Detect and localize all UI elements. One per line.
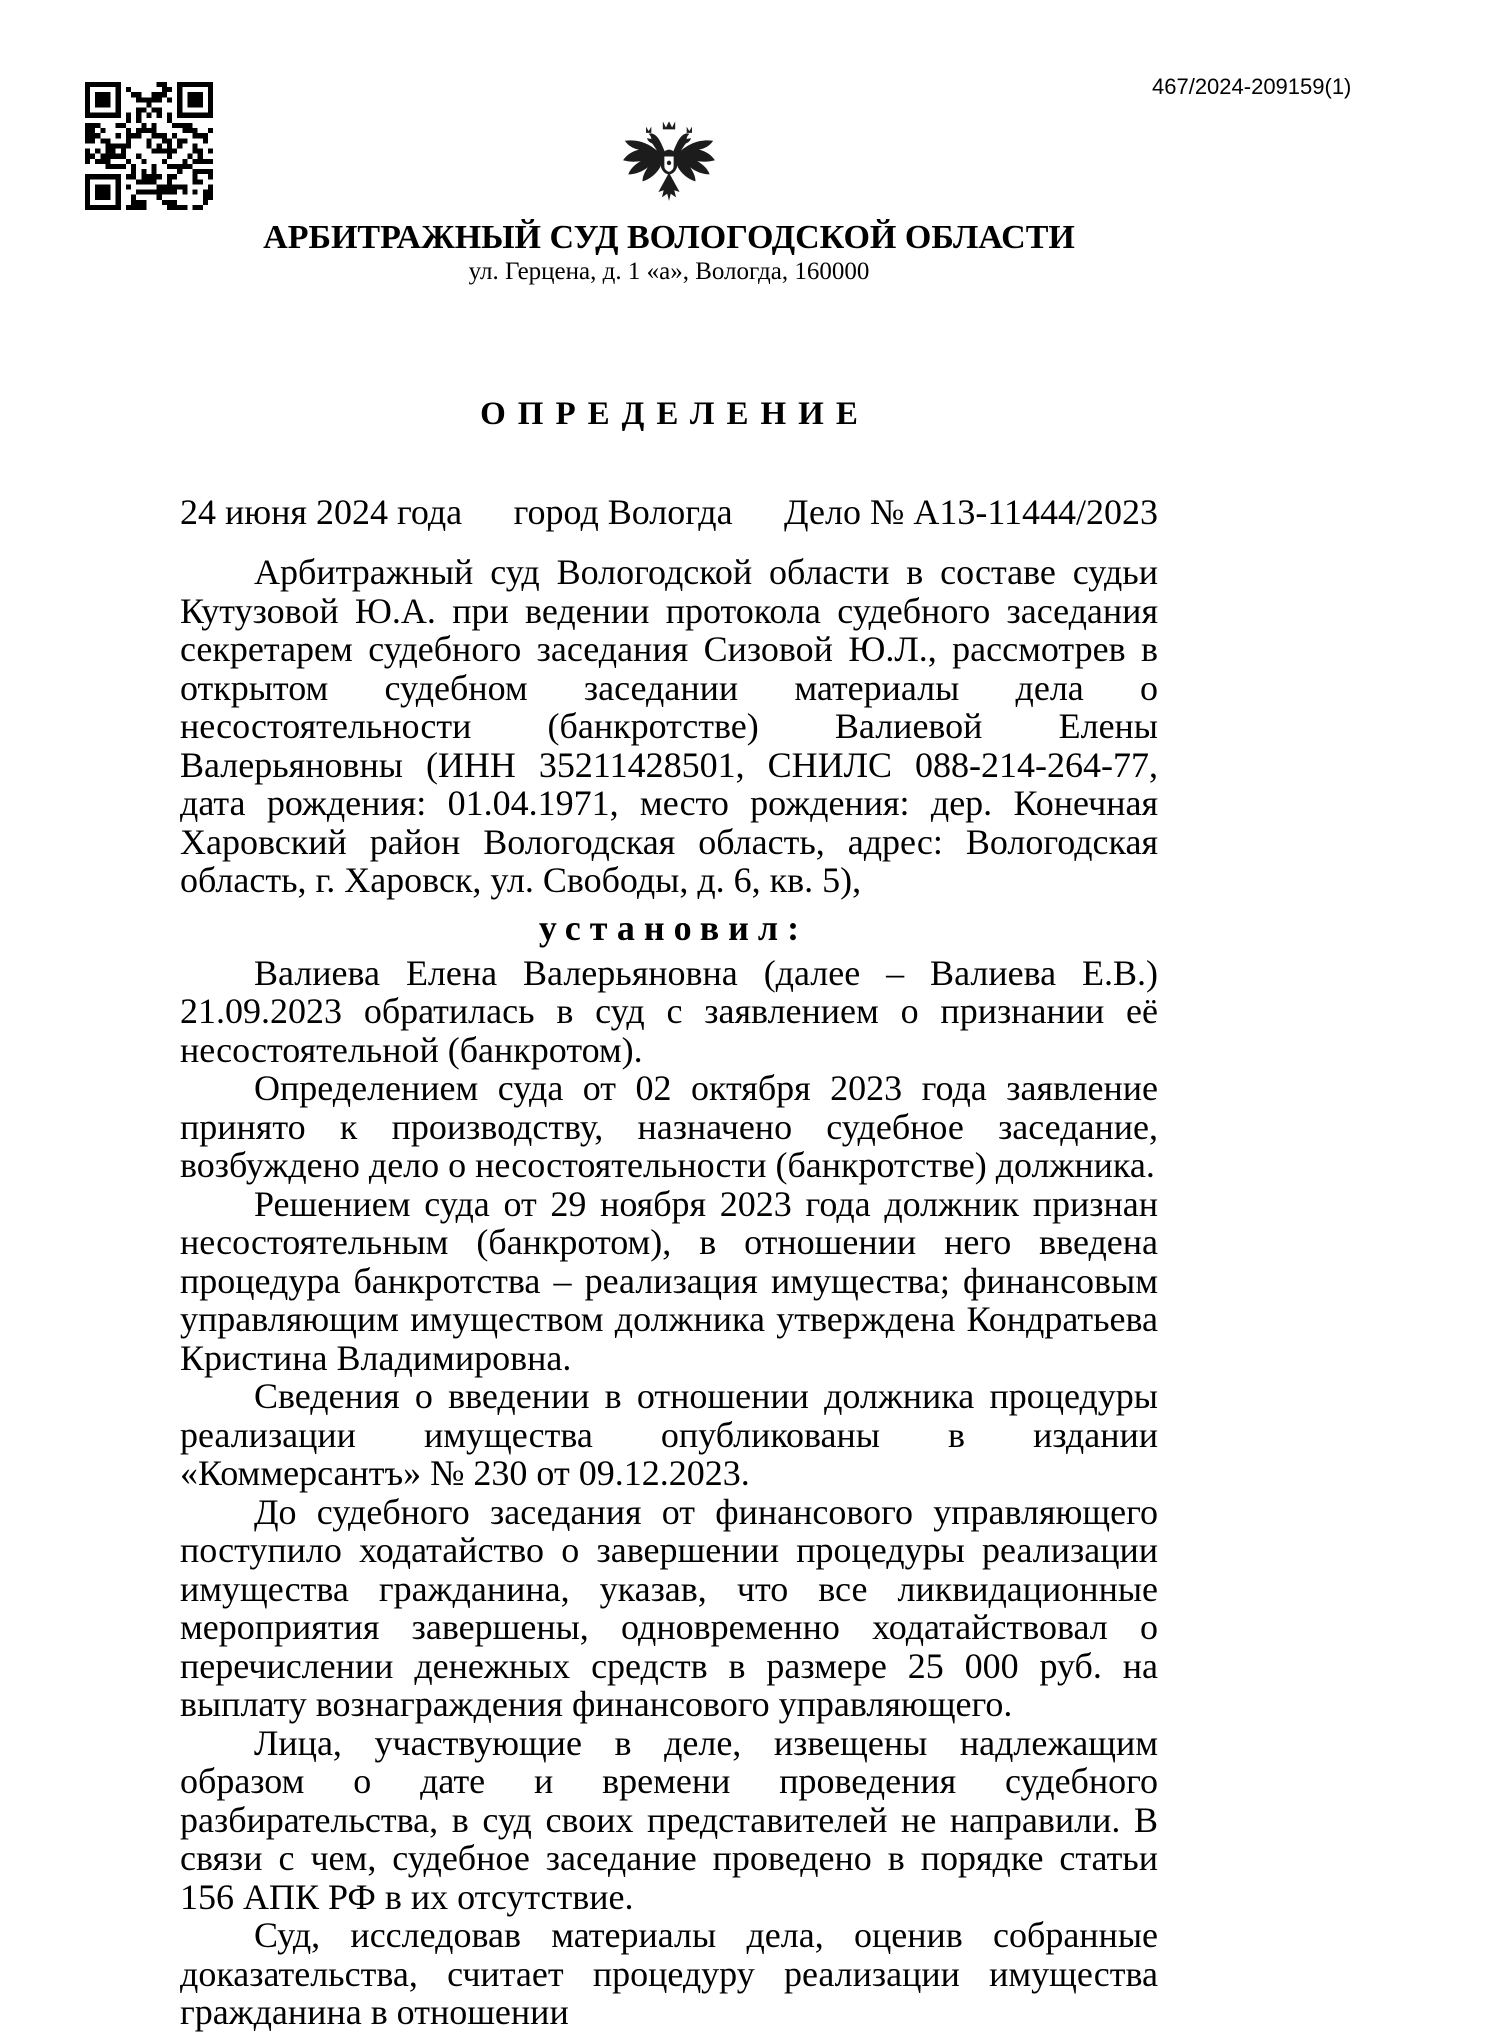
document-number: 467/2024-209159(1) — [1152, 74, 1352, 99]
case-header-row — [180, 493, 1158, 531]
ruling-date: 24 июня 2024 года — [180, 492, 463, 532]
body-paragraph: Валиева Елена Валерьяновна (далее – Валиева Е.В.) 21.09.2023 обратилась в суд с заявлением о признании её несостоятельной (банкротом). — [180, 952, 1158, 1070]
document-title: ОПРЕДЕЛЕНИЕ — [480, 396, 870, 432]
body-paragraph: Определением суда от 02 октября 2023 года заявление принято к производству, назначено судебное заседание, возбуждено дело о несостоятельности (банкротстве) должника. — [180, 1068, 1158, 1185]
body-paragraph: Лица, участвующие в деле, извещены надлежащим образом о дате и времени проведения судебного разбирательства, в суд своих представителей не направили. В связи с чем, судебное заседание проведено в порядке статьи 156 АПК РФ в их отсутствие. — [180, 1722, 1158, 1917]
court-address: ул. Герцена, д. 1 «а», Вологда, 160000 — [468, 258, 870, 285]
body-paragraphs — [180, 954, 1158, 2032]
ruling-heading: установил: — [538, 907, 809, 948]
document-content — [180, 0, 1158, 2032]
ruling-city: город Вологда — [513, 492, 733, 532]
body-paragraph: Сведения о введении в отношении должника процедуры реализации имущества опубликованы в издании «Коммерсантъ» № 230 от 09.12.2023. — [180, 1376, 1158, 1493]
body-paragraph: Решением суда от 29 ноября 2023 года должник признан несостоятельным (банкротом), в отношении него введена процедура банкротства – реализация имущества; финансовым управляющим имуществом должника утверждена Кондратьева Кристина Владимировна. — [180, 1183, 1158, 1378]
body-paragraph: До судебного заседания от финансового управляющего поступило ходатайство о завершении процедуры реализации имущества гражданина, указав, что все ликвидационные мероприятия завершены, одновременно ходатайствовал о перечислении денежных средств в размере 25 000 руб. на выплату вознаграждения финансового управляющего. — [180, 1491, 1158, 1724]
court-name: АРБИТРАЖНЫЙ СУД ВОЛОГОДСКОЙ ОБЛАСТИ — [263, 219, 1075, 256]
case-number: Дело № А13-11444/2023 — [784, 492, 1158, 532]
intro-paragraph: Арбитражный суд Вологодской области в составе судьи Кутузовой Ю.А. при ведении протокола судебного заседания секретарем судебного заседания Сизовой Ю.Л., рассмотрев в открытом судебном заседании материалы дела о несостоятельности (банкротстве) Валиевой Елены Валерьяновны (ИНН 35211428501, СНИЛС 088-214-264-77, дата рождения: 01.04.1971, место рождения: дер. Конечная Харовский район Вологодская область, адрес: Вологодская область, г. Харовск, ул. Свободы, д. 6, кв. 5), — [180, 552, 1158, 900]
body-paragraph: Суд, исследовав материалы дела, оценив собранные доказательства, считает процедуру реализации имущества гражданина в отношении — [180, 1915, 1158, 2032]
russia-coat-of-arms-icon — [616, 112, 722, 212]
